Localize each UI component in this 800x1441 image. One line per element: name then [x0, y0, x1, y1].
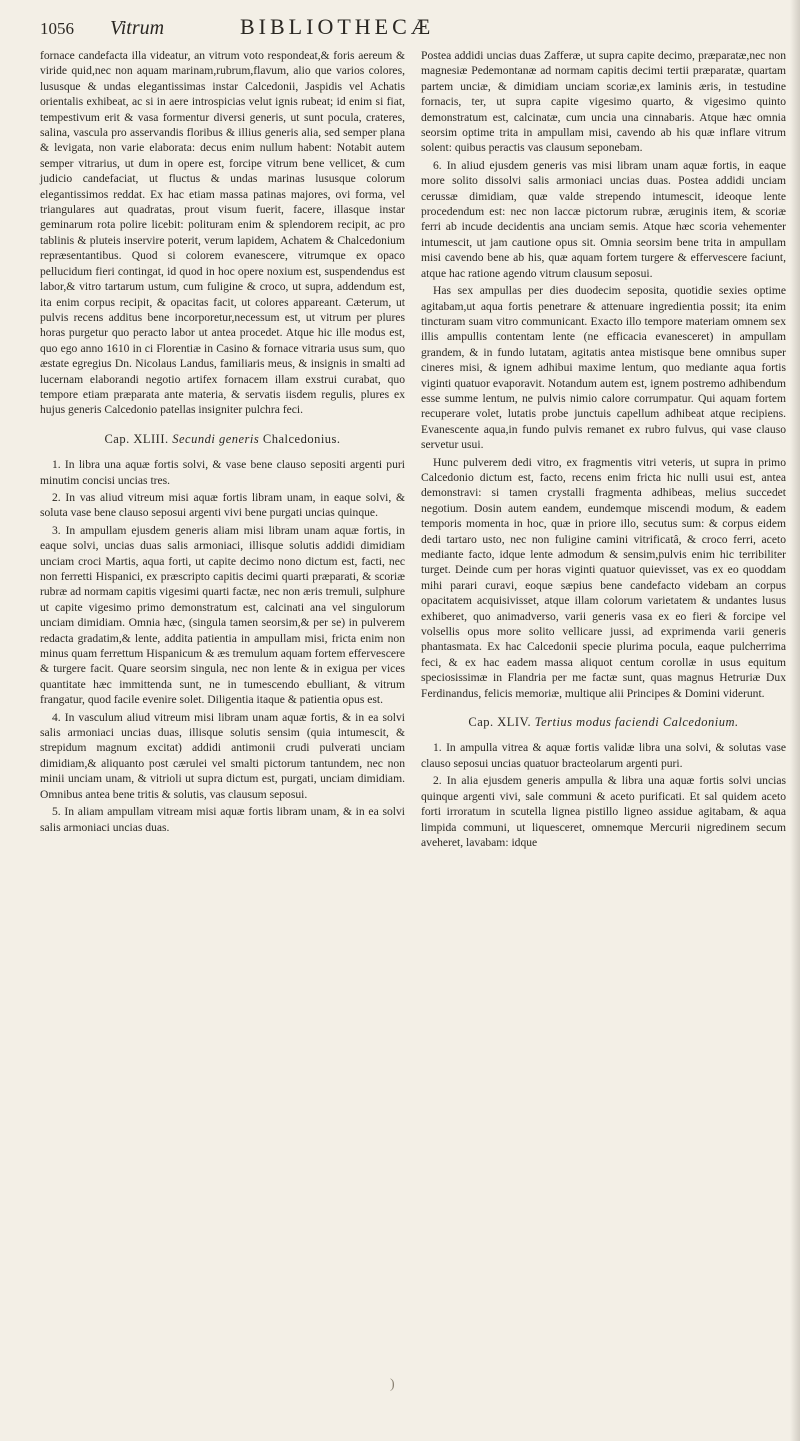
paragraph: Hunc pulverem dedi vitro, ex fragmentis vitri veteris, ut supra in primo Calcedonio dictum est, facto, recens enim fricta hic nulli usui est, antea demonstravi: si tamen crystalli fragmenta adhibeas, melius succedet negotium. Dosin autem eandem, eundemque miscendi modum, & eadem temporis momenta in hoc, quæ in priore illo, secutus sum: & corpus eidem dedi tartaro usto, nec non fuligine camini vitrificatâ, & croco ferri, aceto mediante facto, idque lente admodum & sensim,pulvis enim hic terribiliter turget. Deinde cum per horas viginti quatuor quievisset, vas ex eo quoddam mihi parari curavi, eoque sæpius bene candefacto videbam an corpus opacitatem acquisivisset, atque illam colorum varietatem & undantes lusus exhiberet, quo animadverso, varii generis vasa ex eo fieri & forcipe vel volsellis opus more solito vellicare jussi, ad exprimenda varii generis phantasmata. Ex hac Calcedonii specie plurima pocula, eaque pulcherrima feci, & ex hac eadem massa aliquot centum corollæ in usus equitum speciosissimæ in Flandria per me factæ sunt, quas magnus Hetruriæ Dux Ferdinandus, felicis memoriæ, multique alii Principes & Domini viderunt.	[421, 455, 786, 700]
chapter-subject: Chalcedonius.	[262, 431, 341, 446]
chapter-heading	[421, 715, 786, 730]
page-number: 1056	[40, 19, 74, 38]
section-paragraph: 2. In vas aliud vitreum misi aquæ fortis libram unam, in eaque solvi, & soluta vase bene clauso seposui argenti vivi bene purgati uncias quinque.	[40, 490, 405, 520]
section-paragraph: 5. In aliam ampullam vitream misi aquæ fortis libram unam, & in ea solvi salis armoniaci uncias duas.	[40, 805, 405, 834]
paragraph: Has sex ampullas per dies duodecim seposita, quotidie sexies optime agitabam,ut aqua fortis penetrare & attenuare ingredientia possit; ita enim tincturam suam vitro communicant. Exacto illo tempore materiam omnem sex illis ampullis contentam lente (ne efficacia evanesceret) in ampullam grandem, & in fundo lutatam, agitatis antea mistisque bene omnibus super cineres misi, & ignem adhibui maxime lentum, quo mediante aqua fortis viginti quatuor evaporavit. Notandum autem est, ignem postremo adhibendum esse summe lentum, ne pulvis nimio calore corrumpatur. Qui aquam fortem recuperare volet, lutatis probe junctuis capellum adhibeat atque recipiens. Evanescente aqua,in fundo pulvis remanet ex rubro fulvus, qui vase clauso servetur usui.	[421, 284, 786, 452]
section-title: BIBLIOTHECÆ	[240, 14, 435, 39]
page-header	[40, 14, 786, 48]
section-paragraph: 1. In libra una aquæ fortis solvi, & vase bene clauso sepositi argenti puri minutim concisi uncias tres.	[40, 458, 405, 487]
section-paragraph: 4. In vasculum aliud vitreum misi libram unam aquæ fortis, & in ea solvi salis armoniaci uncias duas, illisque solutis sensim (quia intumescit, & strepidum magnum excitat) addidi antimonii crudi pulverati unciam dimidiam,& aliquanto post cærulei vel smalti pictorum tantundem, nec non minii unciam unam, & vitrioli ut supra dictum est, purgati, unciam dimidiam. Omnibus antea bene tritis & solutis, vas clausum seposui.	[40, 710, 405, 801]
section-paragraph: 1. In ampulla vitrea & aquæ fortis validæ libra una solvi, & solutas vase clauso seposui uncias quatuor bracteolarum argenti puri.	[421, 741, 786, 770]
left-column	[40, 48, 405, 852]
chapter-title: Secundi generis	[172, 431, 260, 446]
chapter-heading	[40, 432, 405, 447]
page-mark: )	[390, 1377, 395, 1392]
chapter-label: Cap. XLIII.	[104, 431, 169, 446]
right-column	[421, 48, 786, 852]
paragraph: fornace candefacta illa videatur, an vitrum voto respondeat,& foris aereum & viride quid,nec non aquam marinam,rubrum,flavum, alio que varios colores, lususque & undas elegantissimas instar Calcedonii, Jaspidis vel Achatis orientalis exhibeat, ac si in aere introspicias velut ignis rubeat; id enim si fiat, tempestivum erit & vasa formentur diversi generis, ut sunt pocula, crateres, salina, vascula pro asservandis floribus & illius generis alia, sed semper plana & levigata, non varie elaborata: decus enim nullum habent: Notabit autem semper vitrarius, ut dum in opere est, forcipe vitrum bene vellicet, & cum judicio candefaciat, ut fluctus & undas marinas lususque colorum elegantissimos reddat. Ex hac etiam massa patinas majores, ovi forma, vel triangulares aut quadratas, prout visum fuerit, facere, illasque instar geminarum rota polire licebit: polituram enim & splendorem recipit, ac pro tablinis & pluteis inservire poterit, verum lapidem, Achatem & Chalcedonium repræsentantibus. Quod si colorem evanescere, vitrumque ex opaco pellucidum fieri contingat, id quod in hoc opere noxium est, suspendendus est labor,& vitro tartarum ustum, cum fuligine & croco, ut supra, addendum est, ita enim corpus recipit, & opacitas facit, ut colores appareant. Cæterum, ut pulvis recens additus bene incorporetur,necessum est, ut vitrum per plures horas purgetur quo peracto labor ut antea procedet. Atque hic ille modus est, quo ego anno 1610 in ci Florentiæ in Casino & fornace vitraria usus sum, quo æstate egregius Dn. Nicolaus Landus, familiaris meus, & insignis in smalti ad lucernam elaborandi negotio artifex fornacem illam exstrui curabat, quo tempore etiam præparata ante materia, & servatis iisdem regulis, plures ex hujus generis Calcedonio patellas insigniter pulchra feci.	[40, 49, 405, 417]
chapter-title: Tertius modus faciendi Calcedonium.	[534, 715, 739, 730]
running-title: Vitrum	[110, 17, 165, 39]
paragraph: Postea addidi uncias duas Zafferæ, ut supra capite decimo, præparatæ,nec non magnesiæ Pedemontanæ ad normam capitis decimi tertii præparatæ, quartam partem unciæ, & dimidiam unciam scoriæ,ex laminis æris, in testudine fornacis, ter, ut supra capite vigesimo quarto, & vigesimo quinto demonstratum est, calcinatæ, cum uncia una cinnabaris. Atque hæc omnia seorsim optime trita in ampullam misi, cavendo ab his quæ inflare vitrum solent: quibus peractis vas clausum seponebam.	[421, 49, 786, 155]
section-paragraph: 2. In alia ejusdem generis ampulla & libra una aquæ fortis solvi uncias quinque argenti vivi, sale communi & aceto purificati. Et sal quidem aceto forti irroratum in scutella lignea pistillo ligneo assidue agitabam, & aqua limpida communi, ut liquesceret, omnemque Mercurii nigredinem secum aveheret, lavabam: idque	[421, 774, 786, 849]
chapter-label: Cap. XLIV.	[468, 715, 532, 730]
page-edge-shadow	[790, 0, 800, 1441]
paragraph: 6. In aliud ejusdem generis vas misi libram unam aquæ fortis, in eaque more solito dissolvi salis armoniaci uncias duas. Postea addidi unciam cerussæ dimidiam, quæ valde strependo intumescit, ideoque lente procedendum est: nec non laccæ pictorum rubræ, æruginis item, & scoriæ ferri ab incude decidentis ana unciam semis. Atque hæc scoria vehementer intumescit, ut jam cautione opus sit. Omnia seorsim bene trita in ampullam misi cavendo bene ab his, quæ aquam fortem turgere & effervescere faciunt, atque hac ratione agendo vitrum clausum seposui.	[421, 158, 786, 280]
text-columns	[40, 48, 786, 852]
section-paragraph: 3. In ampullam ejusdem generis aliam misi libram unam aquæ fortis, in eaque solvi, uncias duas salis armoniaci, illisque solutis addidi dimidiam unciam croci Martis, aqua forti, ut capite decimo nono dictum est, facti, nec non ferretti Hispanici, ex præscripto capitis decimi quarti præparati, & scoriæ rubræ ad normam capitis vigesimi quarti factæ, nec non æris tremuli, sulphure ut capite vigesimo primo demonstratum est, calcinati ana vel singulorum unciam dimidiam. Omnia hæc, (singula tamen seorsim,& per se) in pulverem redacta gradatim,& lente, addita patientia in ampullam misi, fricta enim non minus quam ferrettum Hispanicum & æs tremulum aquam fortem effervescere & turgere facit. Quare seorsim singula, nec non lente & in exigua per vices quantitate hæc immittenda sunt, ne in tumescendo ebulliant, & vitrum frangatur, quod facile evenire solet. Diligentia itaque & patientia opus est.	[40, 523, 405, 707]
